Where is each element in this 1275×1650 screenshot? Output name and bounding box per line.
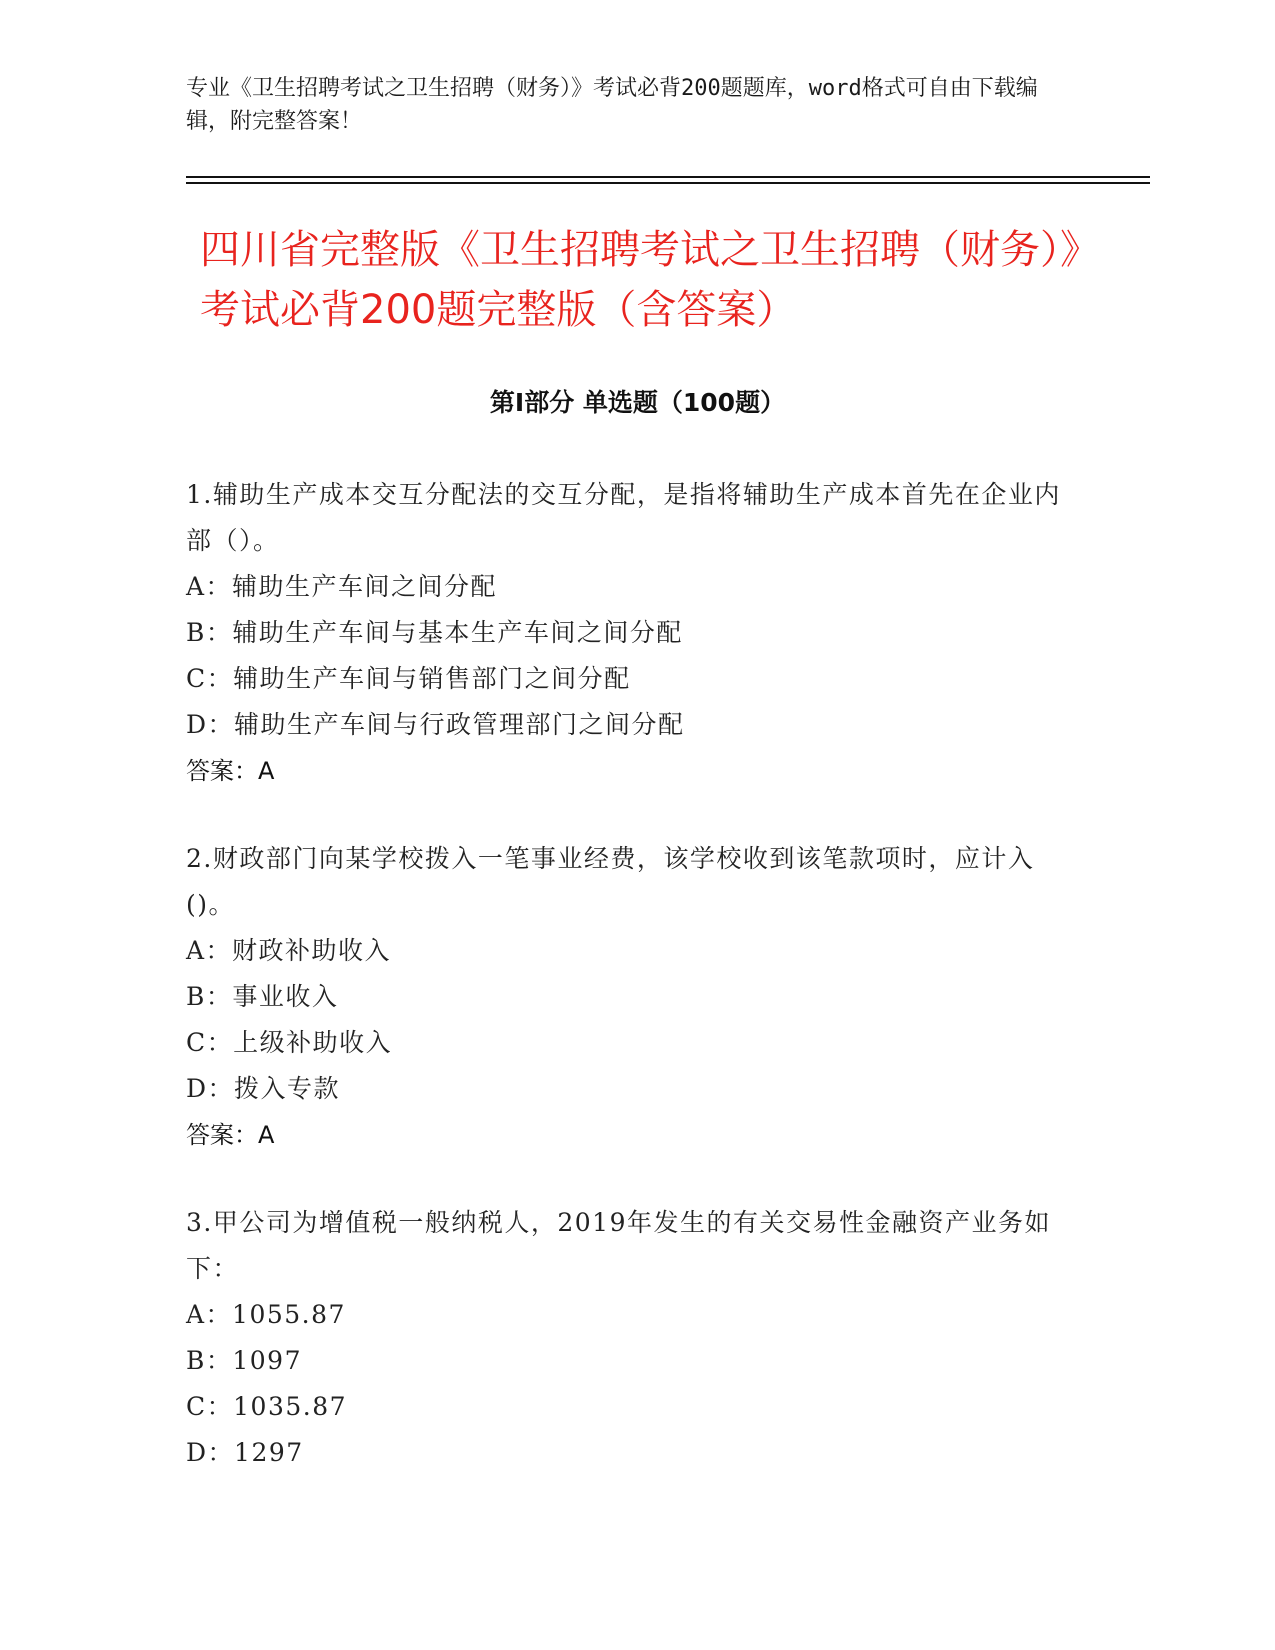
option-a: A：辅助生产车间之间分配 bbox=[186, 572, 498, 601]
option-c: C：1035.87 bbox=[186, 1392, 348, 1421]
question-stem: 3.甲公司为增值税一般纳税人，2019年发生的有关交易性金融资产业务如下： bbox=[186, 1208, 1051, 1283]
option-b: B：1097 bbox=[186, 1346, 302, 1375]
option-b: B：辅助生产车间与基本生产车间之间分配 bbox=[186, 618, 683, 647]
question-2 bbox=[186, 836, 1066, 1158]
option-c: C：上级补助收入 bbox=[186, 1028, 393, 1057]
section-heading: 第I部分 单选题（100题） bbox=[489, 388, 786, 417]
answer-line: 答案：A bbox=[186, 1121, 275, 1149]
question-stem: 2.财政部门向某学校拨入一笔事业经费，该学校收到该笔款项时，应计入()。 bbox=[186, 844, 1035, 919]
option-d: D：辅助生产车间与行政管理部门之间分配 bbox=[186, 710, 685, 739]
document-title: 四川省完整版《卫生招聘考试之卫生招聘（财务）》考试必背200题完整版（含答案） bbox=[200, 227, 1100, 333]
question-1 bbox=[186, 472, 1066, 794]
option-c: C：辅助生产车间与销售部门之间分配 bbox=[186, 664, 631, 693]
header-rule-bottom bbox=[186, 182, 1150, 184]
header-rule-top bbox=[186, 176, 1150, 178]
answer-line: 答案：A bbox=[186, 757, 275, 785]
option-a: A：1055.87 bbox=[186, 1300, 346, 1329]
intro-text: 专业《卫生招聘考试之卫生招聘（财务）》考试必背200题题库，word格式可自由下载编辑，附完整答案！ bbox=[186, 76, 1038, 134]
option-a: A：财政补助收入 bbox=[186, 936, 392, 965]
option-b: B：事业收入 bbox=[186, 982, 339, 1011]
question-stem: 1.辅助生产成本交互分配法的交互分配，是指将辅助生产成本首先在企业内部（）。 bbox=[186, 480, 1061, 555]
option-d: D：1297 bbox=[186, 1438, 304, 1467]
option-d: D：拨入专款 bbox=[186, 1074, 341, 1103]
question-3 bbox=[186, 1200, 1066, 1476]
